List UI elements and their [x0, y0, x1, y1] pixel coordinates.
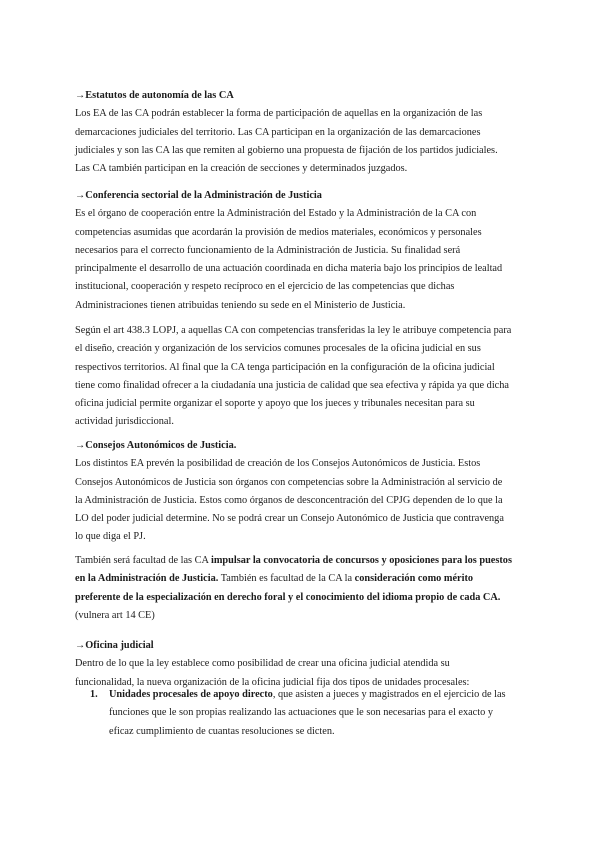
paragraph-line: Dentro de lo que la ley establece como posibilidad de crear una oficina judicial atendida su [75, 658, 450, 670]
paragraph-line: principalmente el desarrollo de una actuación coordinada en dicha materia bajo los principios de lealtad [75, 263, 503, 275]
list-number: 1. [90, 689, 98, 700]
section-heading: →Conferencia sectorial de la Administración de Justicia [75, 190, 322, 201]
text-run: También será facultad de las CA [75, 555, 211, 566]
paragraph-line: eficaz cumplimiento de cuantas resoluciones se dicten. [109, 725, 335, 737]
paragraph-line: Es el órgano de cooperación entre la Administración del Estado y la Administración de la CA con [75, 208, 477, 220]
paragraph-line: Los distintos EA prevén la posibilidad de creación de los Consejos Autonómicos de Justicia. Estos [75, 458, 481, 470]
bold-text-run: impulsar la convocatoria de concursos y oposiciones para los puestos [210, 555, 512, 566]
section-estatutos [75, 87, 530, 178]
section-conferencia [75, 187, 530, 315]
paragraph-line: funcionalidad, la nueva organización de la oficina judicial fija dos tipos de unidades procesales: [75, 676, 470, 688]
paragraph-line: demarcaciones judiciales del territorio. Las CA participan en la organización de las demarcaciones [75, 126, 481, 138]
paragraph-line: judiciales y son las CA las que remiten al gobierno una propuesta de fijación de los partidos judiciales. [75, 144, 498, 156]
list-item-text [109, 686, 534, 741]
paragraph-line: respectivos territorios. Al final que la CA tenga participación en la configuración de la oficina judicial [75, 361, 495, 373]
bold-text-run: en la Administración de Justicia. [75, 573, 219, 585]
paragraph-line [75, 552, 530, 570]
paragraph-line: institucional, cooperación y respeto recíproco en el ejercicio de las competencias que dichas [75, 281, 455, 293]
paragraph-line: la Administración de Justicia. Estos como órganos de desconcentración del CPJG dependen de lo que la [75, 494, 503, 506]
paragraph-line: funciones que le son propias realizando las actuaciones que le son necesarias para el exacto y [109, 707, 493, 719]
text-run: También es facultad de la CA la [218, 573, 355, 585]
paragraph-line: oficina judicial permite organizar el soporte y apoyo que los jueces y tribunales necesitan para su [75, 398, 475, 410]
paragraph-line: Las CA también participan en la creación de secciones y determinados juzgados. [75, 163, 408, 175]
paragraph-line: LO del poder judicial determine. No se podrá crear un Consejo Autonómico de Justicia que contravenga [75, 513, 504, 525]
bold-text-run: Unidades procesales de apoyo directo [109, 689, 273, 700]
paragraph-line: (vulnera art 14 CE) [75, 609, 155, 621]
paragraph-line: preferente de la especialización en derecho foral y el conocimiento del idioma propio de cada CA. [75, 591, 501, 603]
section-heading: →Oficina judicial [75, 640, 154, 651]
paragraph-line: el diseño, creación y organización de los servicios comunes procesales de la oficina judicial en sus [75, 343, 481, 355]
paragraph-line: Según el art 438.3 LOPJ, a aquellas CA con competencias transferidas la ley le atribuye competencia para [75, 325, 512, 336]
section-heading: →Estatutos de autonomía de las CA [75, 90, 234, 101]
paragraph-line: lo que diga el PJ. [75, 531, 146, 543]
section-oficina [75, 637, 530, 692]
paragraph-line: tiene como finalidad ofrecer a la ciudadanía una justicia de calidad que sea efectiva y rápida ya que dicha [75, 379, 509, 391]
paragraph-line: Consejos Autonómicos de Justicia son órganos con competencias sobre la Administración al servicio de [75, 476, 503, 488]
paragraph-line: Administraciones tienen atribuidas teniendo su sede en el Ministerio de Justicia. [75, 299, 406, 311]
text-run: , que asisten a jueces y magistrados en el ejercicio de las [272, 689, 506, 700]
paragraph-line: necesarios para el correcto funcionamiento de la Administración de Justicia. Su finalidad será [75, 244, 461, 256]
paragraph-line [75, 570, 530, 588]
section-facultad [75, 552, 530, 625]
paragraph-line: competencias asumidas que acordarán la provisión de medios materiales, económicos y personales [75, 226, 482, 238]
bold-text-run: consideración como mérito [354, 573, 474, 585]
section-lopj [75, 322, 530, 432]
paragraph-line [109, 686, 534, 704]
section-heading: →Consejos Autonómicos de Justicia. [75, 440, 237, 451]
paragraph-line: actividad jurisdiccional. [75, 416, 174, 428]
section-consejos [75, 437, 530, 547]
paragraph-line: Los EA de las CA podrán establecer la forma de participación de aquellas en la organización de las [75, 108, 483, 120]
